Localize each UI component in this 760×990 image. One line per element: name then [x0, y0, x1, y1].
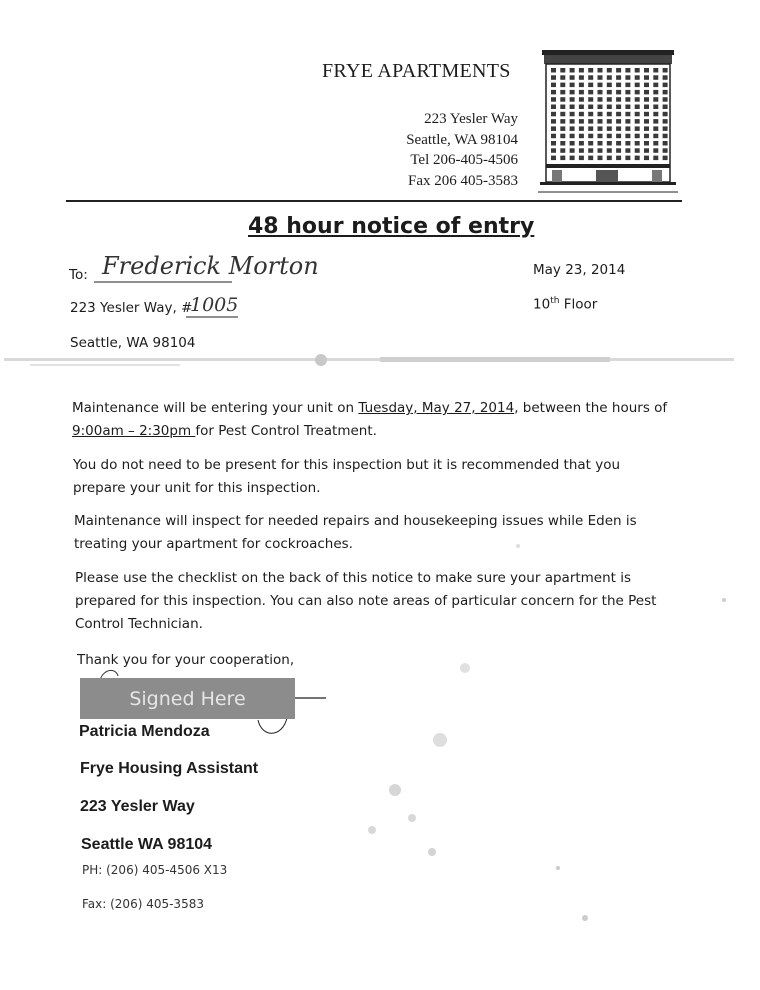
entry-date: Tuesday, May 27, 2014: [358, 400, 515, 416]
to-label: To:: [69, 267, 88, 283]
floor-label: Floor: [563, 296, 598, 313]
notice-date: May 23, 2014: [533, 262, 626, 278]
entry-purpose: for Pest Control Treatment.: [195, 423, 377, 439]
closing: Thank you for your cooperation,: [77, 652, 295, 668]
signer-city: Seattle WA 98104: [81, 836, 213, 853]
entry-time: 9:00am – 2:30pm: [72, 423, 196, 439]
company-fax: Fax 206 405-3583: [408, 173, 518, 189]
company-phone: Tel 206-405-4506: [410, 152, 518, 168]
paragraph-checklist: Please use the checklist on the back of this notice to make sure your apartment is prepared for this inspection. You can also note areas of particular concern for the Pest Control Technician.: [75, 570, 657, 632]
company-street: 223 Yesler Way: [424, 111, 518, 127]
company-city: Seattle, WA 98104: [406, 132, 518, 148]
floor-suffix: th: [550, 296, 560, 306]
recipient-address-prefix: 223 Yesler Way, #: [70, 300, 193, 316]
paragraph-inspection: Maintenance will inspect for needed repairs and housekeeping issues while Eden is treating your apartment for cockroaches.: [74, 513, 637, 552]
signer-title: Frye Housing Assistant: [80, 760, 259, 777]
signer-street: 223 Yesler Way: [80, 798, 195, 815]
signer-phone: PH: (206) 405-4506 X13: [82, 863, 228, 877]
unit-number: 1005: [190, 294, 239, 316]
floor-number: 10: [533, 296, 551, 313]
signer-fax: Fax: (206) 405-3583: [82, 897, 204, 911]
entry-hours-intro: , between the hours of: [514, 400, 668, 416]
paragraph-presence: You do not need to be present for this inspection but it is recommended that you prepare your unit for this inspection.: [73, 457, 621, 496]
recipient-city: Seattle, WA 98104: [70, 335, 196, 351]
recipient-name: Frederick Morton: [102, 252, 319, 280]
company-name: FRYE APARTMENTS: [322, 60, 511, 82]
notice-title: 48 hour notice of entry: [248, 214, 535, 239]
entry-intro: Maintenance will be entering your unit on: [72, 400, 359, 416]
signer-name: Patricia Mendoza: [79, 723, 210, 740]
signature-placeholder[interactable]: Signed Here: [80, 678, 295, 719]
